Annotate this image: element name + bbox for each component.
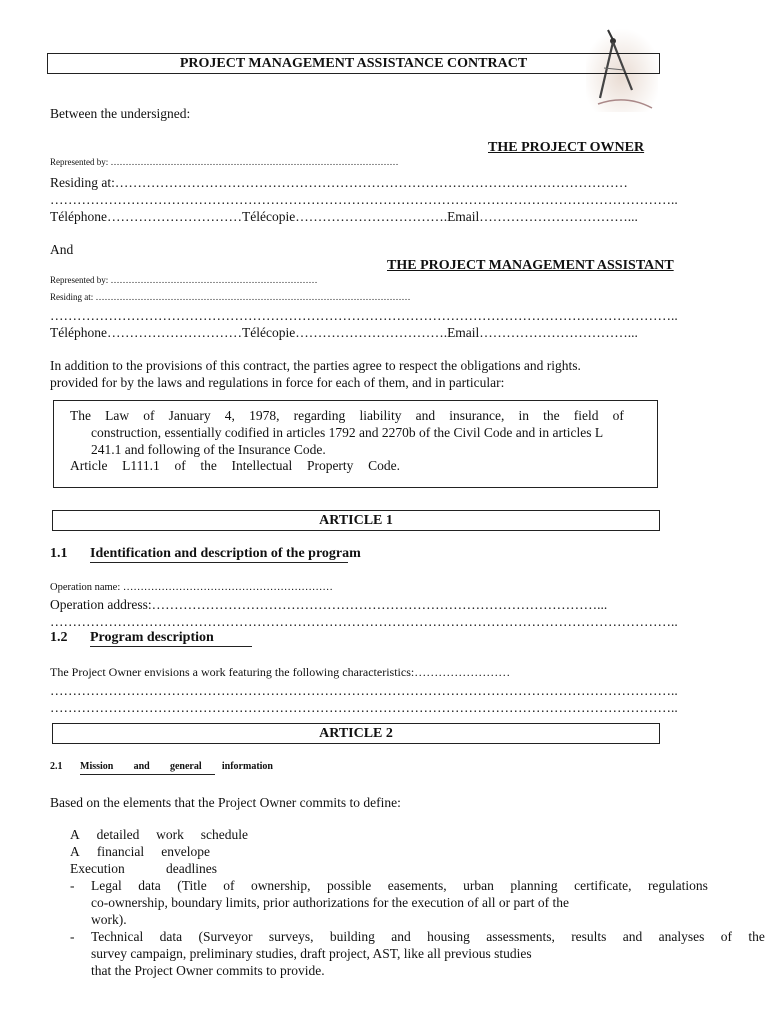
envisions-text: The Project Owner envisions a work featuring the following characteristics:…………………… — [50, 665, 511, 679]
program-dotted-line-2: ………………………………………………………………………………………………………………………….. — [50, 700, 678, 715]
provisions-line-1: In addition to the provisions of this contract, the parties agree to respect the obligations and rights. — [50, 358, 581, 373]
owner-residing-at: Residing at:…………………………………………………………………………………………………… — [50, 175, 628, 190]
word: Technical — [91, 929, 144, 944]
word: financial — [96, 844, 145, 859]
word: 4, — [224, 408, 235, 423]
legal-bullet: - — [70, 878, 75, 893]
word: general — [169, 761, 202, 772]
word: and — [391, 929, 411, 944]
word: detailed — [96, 827, 140, 842]
word: deadlines — [166, 861, 217, 876]
word: envelope — [161, 844, 210, 859]
word: January — [168, 408, 211, 423]
word: field — [573, 408, 599, 423]
section-1-1-underline — [90, 562, 348, 563]
law-line-4 — [70, 458, 400, 474]
word: and — [415, 408, 436, 423]
word: of — [720, 929, 732, 944]
word: in — [518, 408, 529, 423]
article-1-heading: ARTICLE 1 — [52, 510, 660, 531]
word: 1978, — [249, 408, 280, 423]
word: Law — [105, 408, 130, 423]
and-label: And — [50, 242, 74, 257]
word: and — [622, 929, 643, 944]
word: Intellectual — [231, 458, 293, 473]
word: the — [748, 929, 765, 944]
owner-dotted-line: ………………………………………………………………………………………………………………………….. — [50, 192, 678, 207]
word: insurance, — [449, 408, 505, 423]
owner-contact-line: Téléphone…………………………Télécopie…………………………….Email……………………………... — [50, 209, 638, 224]
word: building — [329, 929, 375, 944]
article-2-heading: ARTICLE 2 — [52, 723, 660, 744]
assistant-represented-by: Represented by: …………………………………………………………… — [50, 275, 318, 285]
word: liability — [359, 408, 402, 423]
word: Article — [70, 458, 108, 473]
assistant-heading: THE PROJECT MANAGEMENT ASSISTANT — [387, 258, 674, 273]
operation-name: Operation name: …………………………………………………… — [50, 582, 333, 593]
assistant-contact-line: Téléphone…………………………Télécopie…………………………….Email……………………………... — [50, 325, 638, 340]
word: L111.1 — [122, 458, 160, 473]
word: and — [133, 761, 150, 772]
word: analyses — [658, 929, 705, 944]
owner-represented-by: Represented by: …………………………………………………………………………………… — [50, 157, 399, 167]
word: housing — [427, 929, 470, 944]
word: (Title — [177, 878, 207, 893]
program-dotted-line-1: ………………………………………………………………………………………………………………………….. — [50, 683, 678, 698]
law-line-3: 241.1 and following of the Insurance Code. — [91, 442, 326, 457]
intro-text: Between the undersigned: — [50, 106, 191, 121]
word: of — [143, 408, 155, 423]
word: the — [543, 408, 560, 423]
item-work-schedule — [70, 827, 248, 843]
assistant-dotted-line: ………………………………………………………………………………………………………………………….. — [50, 308, 678, 323]
based-on-text: Based on the elements that the Project Owner commits to define: — [50, 795, 401, 810]
assistant-residing-at: Residing at: …………………………………………………………………………………………… — [50, 292, 411, 302]
legal-data-line-3: work). — [91, 912, 127, 927]
word: results — [571, 929, 607, 944]
section-2-1-underline — [80, 774, 215, 775]
item-execution-deadlines — [70, 861, 217, 877]
section-1-2-underline — [90, 646, 252, 647]
word: schedule — [200, 827, 248, 842]
word: regarding — [293, 408, 346, 423]
word: ownership, — [250, 878, 311, 893]
word: possible — [327, 878, 372, 893]
technical-data-line-2: survey campaign, preliminary studies, draft project, AST, like all previous studies — [91, 946, 532, 961]
word: of — [612, 408, 624, 423]
word: Legal — [91, 878, 122, 893]
word: information — [221, 761, 273, 772]
word: of — [174, 458, 186, 473]
section-1-2-title: Program description — [90, 630, 214, 645]
item-financial-envelope — [70, 844, 210, 860]
word: certificate, — [574, 878, 632, 893]
word: data — [138, 878, 161, 893]
word: surveys, — [268, 929, 314, 944]
contract-title: PROJECT MANAGEMENT ASSISTANCE CONTRACT — [47, 53, 660, 74]
word: the — [200, 458, 217, 473]
word: A — [70, 844, 80, 859]
section-1-2-number: 1.2 — [50, 630, 68, 645]
word: Mission — [80, 761, 114, 772]
word: A — [70, 827, 80, 842]
word: planning — [510, 878, 558, 893]
word: The — [70, 408, 91, 423]
technical-data-line-1 — [91, 929, 765, 945]
legal-data-line-2: co-ownership, boundary limits, prior authorizations for the execution of all or part of the — [91, 895, 569, 910]
word: of — [223, 878, 235, 893]
technical-data-line-3: that the Project Owner commits to provide. — [91, 963, 325, 978]
word: Execution — [70, 861, 125, 876]
word: urban — [463, 878, 494, 893]
project-owner-heading: THE PROJECT OWNER — [488, 140, 645, 155]
technical-bullet: - — [70, 929, 75, 944]
law-line-1 — [70, 408, 624, 424]
word: Code. — [368, 458, 400, 473]
word: data — [159, 929, 183, 944]
word: assessments, — [486, 929, 555, 944]
section-2-1-number: 2.1 — [50, 761, 63, 772]
section-1-1-title: Identification and description of the program — [90, 546, 361, 561]
operation-dotted-line: ………………………………………………………………………………………………………………………….. — [50, 614, 678, 629]
word: easements, — [387, 878, 447, 893]
word: (Surveyor — [198, 929, 253, 944]
section-2-1-title — [80, 761, 273, 772]
word: work — [156, 827, 184, 842]
provisions-line-2: provided for by the laws and regulations in force for each of them, and in particular: — [50, 375, 505, 390]
section-1-1-number: 1.1 — [50, 546, 68, 561]
word: regulations — [647, 878, 708, 893]
operation-address: Operation address:………………………………………………………………………………………... — [50, 597, 608, 612]
legal-data-line-1 — [91, 878, 708, 894]
word: Property — [306, 458, 354, 473]
law-line-2: construction, essentially codified in articles 1792 and 2270b of the Civil Code and in articles L — [91, 425, 604, 440]
